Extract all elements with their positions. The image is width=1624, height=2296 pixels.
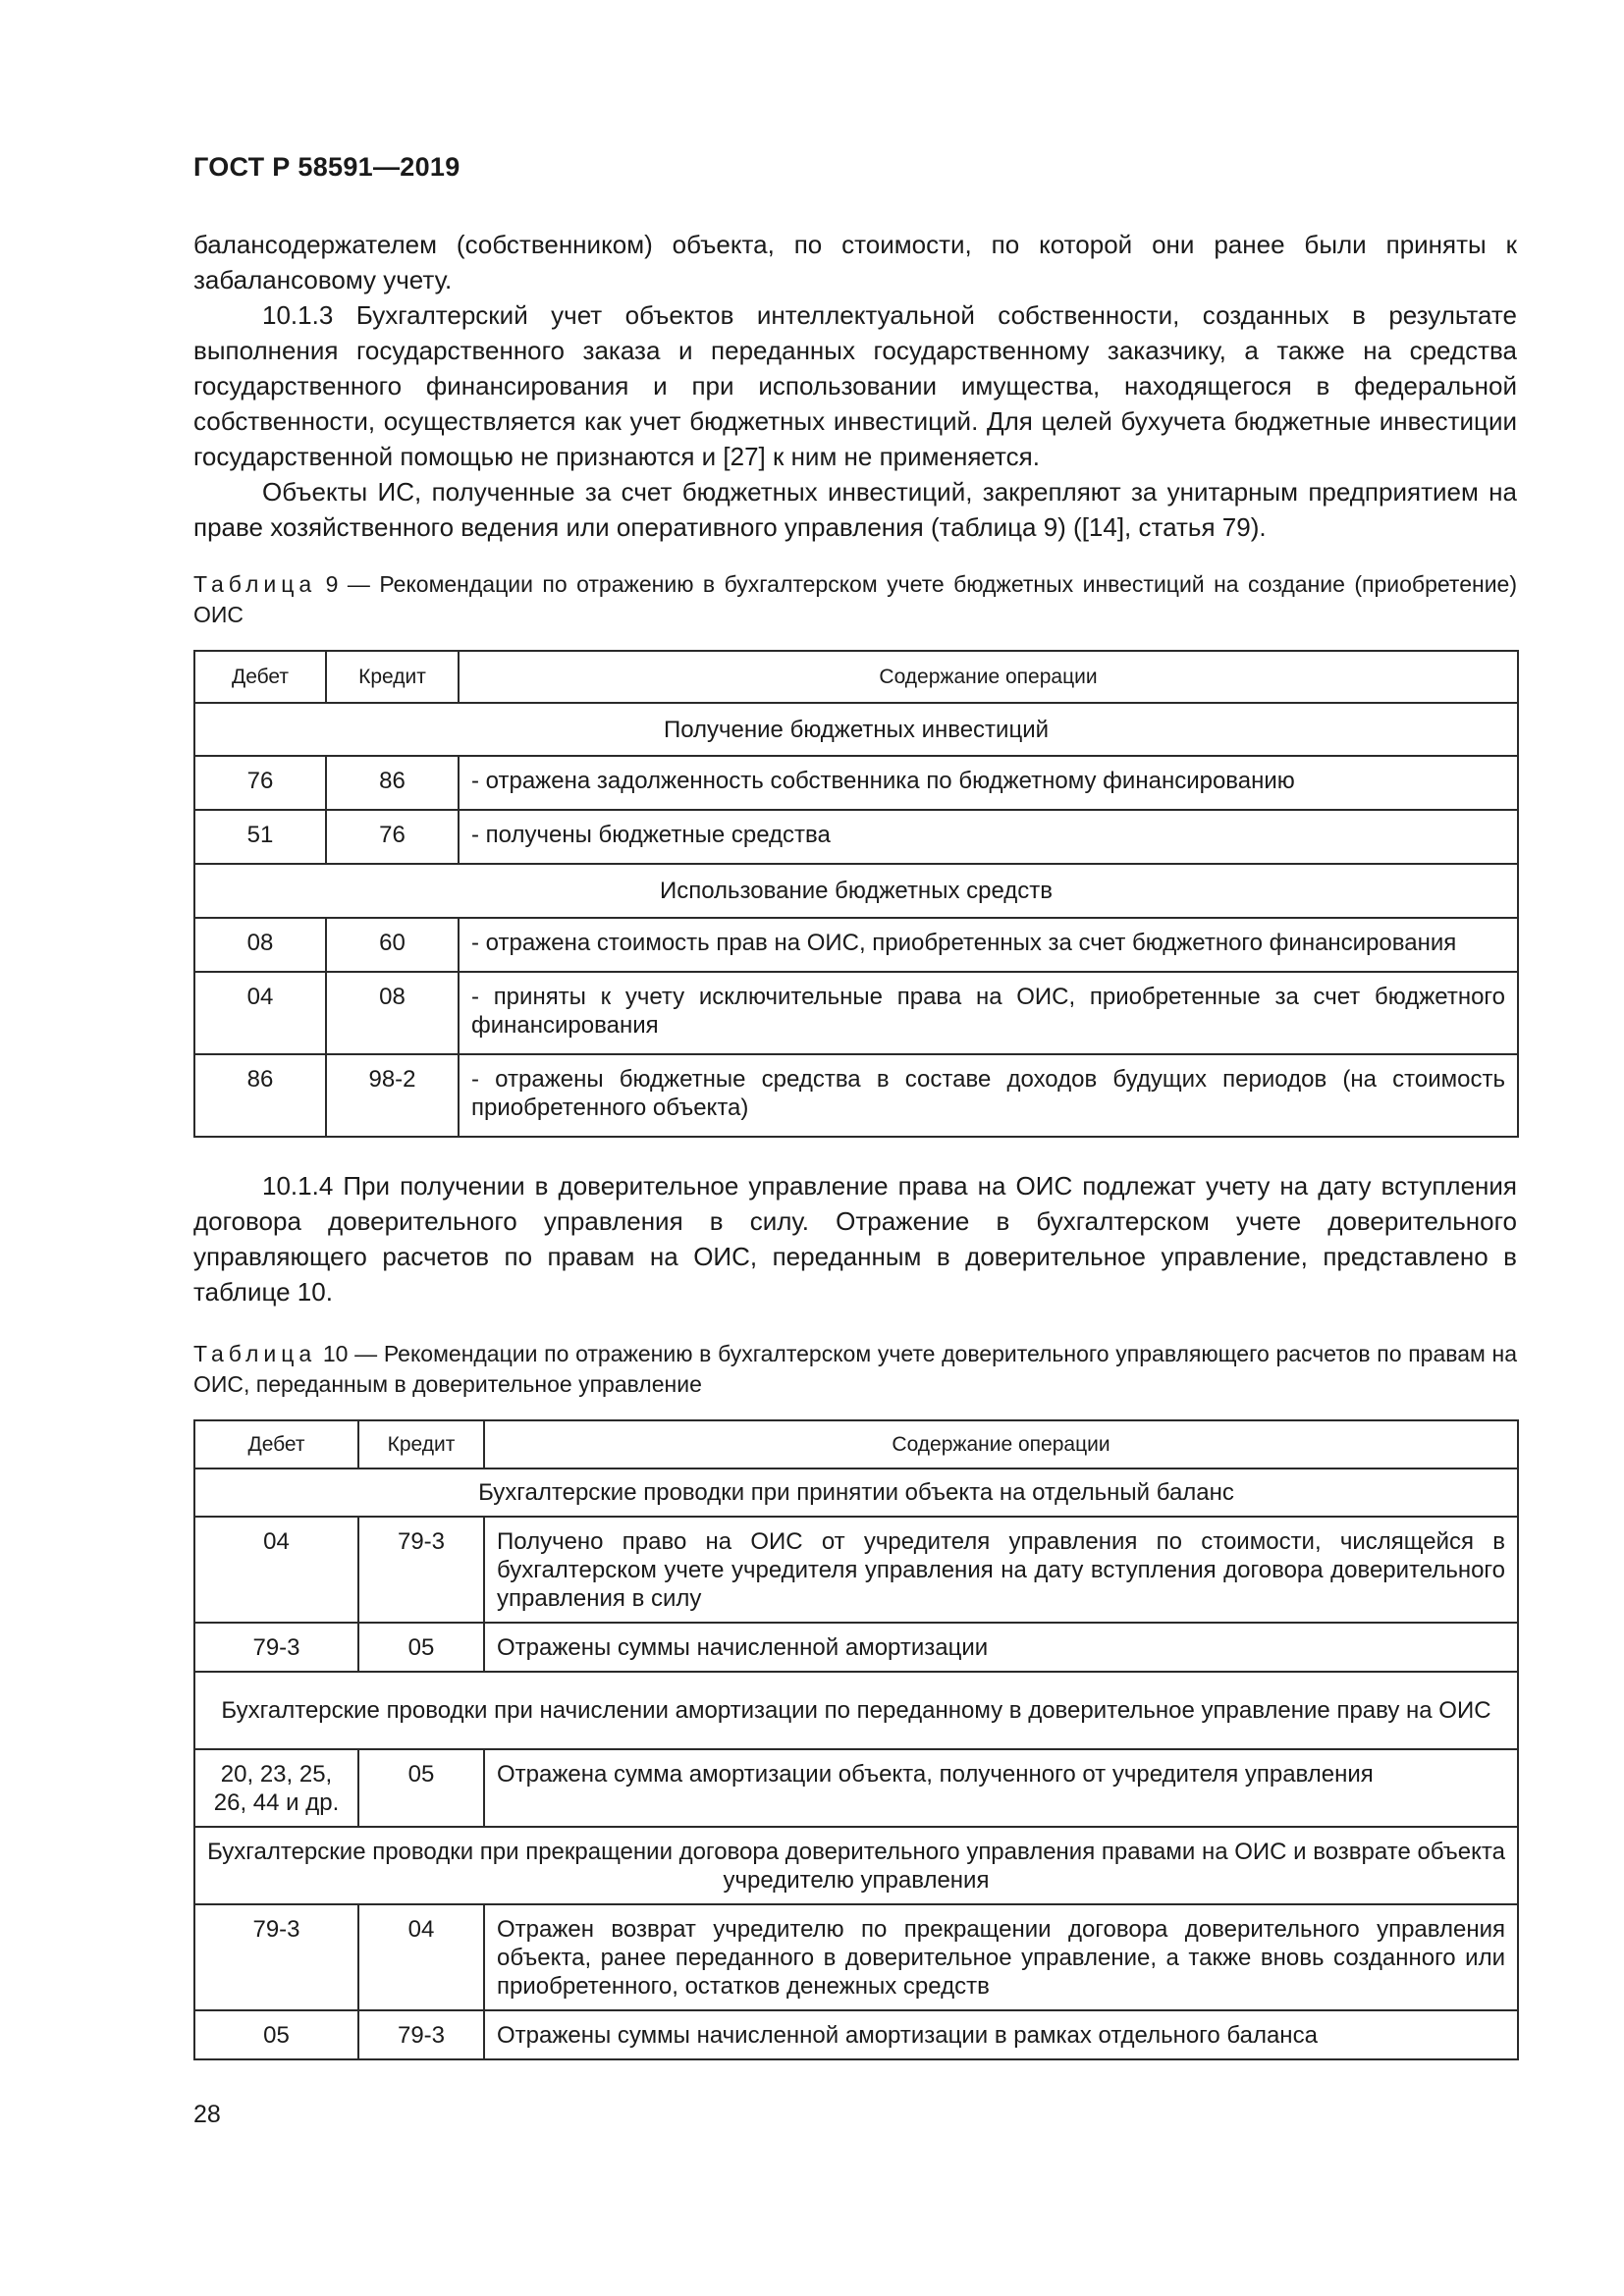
content-cell: - получены бюджетные средства (459, 810, 1518, 864)
table-9 (193, 650, 1519, 1138)
credit-cell: 08 (326, 972, 459, 1054)
intro-text (193, 227, 1517, 545)
content-cell: Отражены суммы начисленной амортизации (484, 1623, 1518, 1672)
debit-cell: 79-3 (194, 1904, 358, 2010)
section-row (194, 1672, 1518, 1749)
section-row (194, 703, 1518, 756)
header-credit: Кредит (326, 651, 459, 703)
credit-cell: 86 (326, 756, 459, 810)
content-cell: - отражена задолженность собственника по бюджетному финансированию (459, 756, 1518, 810)
credit-cell: 60 (326, 918, 459, 972)
table-10-caption (193, 1339, 1517, 1400)
table-row (194, 972, 1518, 1054)
paragraph-10-1-4: 10.1.4 При получении в доверительное управление права на ОИС подлежат учету на дату вступления договора доверительного управления в силу. Отражение в бухгалтерском учете доверительного управляющего расчетов по правам на ОИС, переданным в доверительное управление, представлено в таблице 10. (193, 1171, 1517, 1307)
page-number: 28 (193, 2101, 221, 2128)
mid-text (193, 1168, 1517, 1309)
section-title: Бухгалтерские проводки при начислении амортизации по переданному в доверительное управление праву на ОИС (194, 1672, 1518, 1749)
debit-cell: 20, 23, 25, 26, 44 и др. (194, 1749, 358, 1827)
debit-cell: 76 (194, 756, 326, 810)
credit-cell: 79-3 (358, 1517, 484, 1623)
content-cell: - приняты к учету исключительные права на ОИС, приобретенные за счет бюджетного финансирования (459, 972, 1518, 1054)
debit-cell: 05 (194, 2010, 358, 2059)
header-debit: Дебет (194, 651, 326, 703)
debit-cell: 51 (194, 810, 326, 864)
table-header-row (194, 651, 1518, 703)
header-content: Содержание операции (484, 1420, 1518, 1468)
caption-text: 10 — Рекомендации по отражению в бухгалтерском учете доверительного управляющего расчетов по правам на ОИС, переданным в доверительное управление (193, 1341, 1517, 1397)
content-cell: Отражены суммы начисленной амортизации в рамках отдельного баланса (484, 2010, 1518, 2059)
content-cell: - отражена стоимость прав на ОИС, приобретенных за счет бюджетного финансирования (459, 918, 1518, 972)
table-row (194, 810, 1518, 864)
section-title: Бухгалтерские проводки при принятии объекта на отдельный баланс (194, 1468, 1518, 1517)
credit-cell: 98-2 (326, 1054, 459, 1137)
section-title: Бухгалтерские проводки при прекращении договора доверительного управления правами на ОИС и возврате объекта учредителю управления (194, 1827, 1518, 1904)
table-row (194, 1517, 1518, 1623)
table-header-row (194, 1420, 1518, 1468)
credit-cell: 79-3 (358, 2010, 484, 2059)
section-row (194, 1468, 1518, 1517)
table-row (194, 1623, 1518, 1672)
paragraph: балансодержателем (собственником) объекта, по стоимости, по которой они ранее были приняты к забалансовому учету. (193, 230, 1517, 294)
header-debit: Дебет (194, 1420, 358, 1468)
paragraph: Объекты ИС, полученные за счет бюджетных инвестиций, закрепляют за унитарным предприятием на праве хозяйственного ведения или оперативного управления (таблица 9) ([14], статья 79). (193, 477, 1517, 542)
table-row (194, 1054, 1518, 1137)
section-row (194, 864, 1518, 918)
section-row (194, 1827, 1518, 1904)
section-title: Использование бюджетных средств (194, 864, 1518, 918)
header-credit: Кредит (358, 1420, 484, 1468)
table-row (194, 1904, 1518, 2010)
section-title: Получение бюджетных инвестиций (194, 703, 1518, 756)
caption-label: Таблица (193, 571, 317, 597)
credit-cell: 04 (358, 1904, 484, 2010)
table-row (194, 2010, 1518, 2059)
paragraph-10-1-3: 10.1.3 Бухгалтерский учет объектов интеллектуальной собственности, созданных в результате выполнения государственного заказа и переданных государственному заказчику, а также на средства государственного финансирования и при использовании имущества, находящегося в федеральной собственности, осуществляется как учет бюджетных инвестиций. Для целей бухучета бюджетные инвестиции государственной помощью не признаются и [27] к ним не применяется. (193, 300, 1517, 471)
table-9-caption (193, 569, 1517, 630)
credit-cell: 05 (358, 1623, 484, 1672)
table-row (194, 756, 1518, 810)
content-cell: Получено право на ОИС от учредителя управления по стоимости, числящейся в бухгалтерском учете учредителя управления на дату вступления договора доверительного управления в силу (484, 1517, 1518, 1623)
debit-cell: 04 (194, 972, 326, 1054)
table-10 (193, 1419, 1519, 2060)
debit-cell: 04 (194, 1517, 358, 1623)
credit-cell: 05 (358, 1749, 484, 1827)
content-cell: Отражен возврат учредителю по прекращении договора доверительного управления объекта, ранее переданного в доверительное управление, а также вновь созданного или приобретенного, остатков денежных средств (484, 1904, 1518, 2010)
credit-cell: 76 (326, 810, 459, 864)
document-code-header: ГОСТ Р 58591—2019 (193, 152, 460, 182)
content-cell: Отражена сумма амортизации объекта, полученного от учредителя управления (484, 1749, 1518, 1827)
content-cell: - отражены бюджетные средства в составе доходов будущих периодов (на стоимость приобретенного объекта) (459, 1054, 1518, 1137)
debit-cell: 08 (194, 918, 326, 972)
caption-text: 9 — Рекомендации по отражению в бухгалтерском учете бюджетных инвестиций на создание (приобретение) ОИС (193, 571, 1517, 627)
table-row (194, 1749, 1518, 1827)
header-content: Содержание операции (459, 651, 1518, 703)
debit-cell: 86 (194, 1054, 326, 1137)
debit-cell: 79-3 (194, 1623, 358, 1672)
caption-label: Таблица (193, 1341, 317, 1366)
table-row (194, 918, 1518, 972)
